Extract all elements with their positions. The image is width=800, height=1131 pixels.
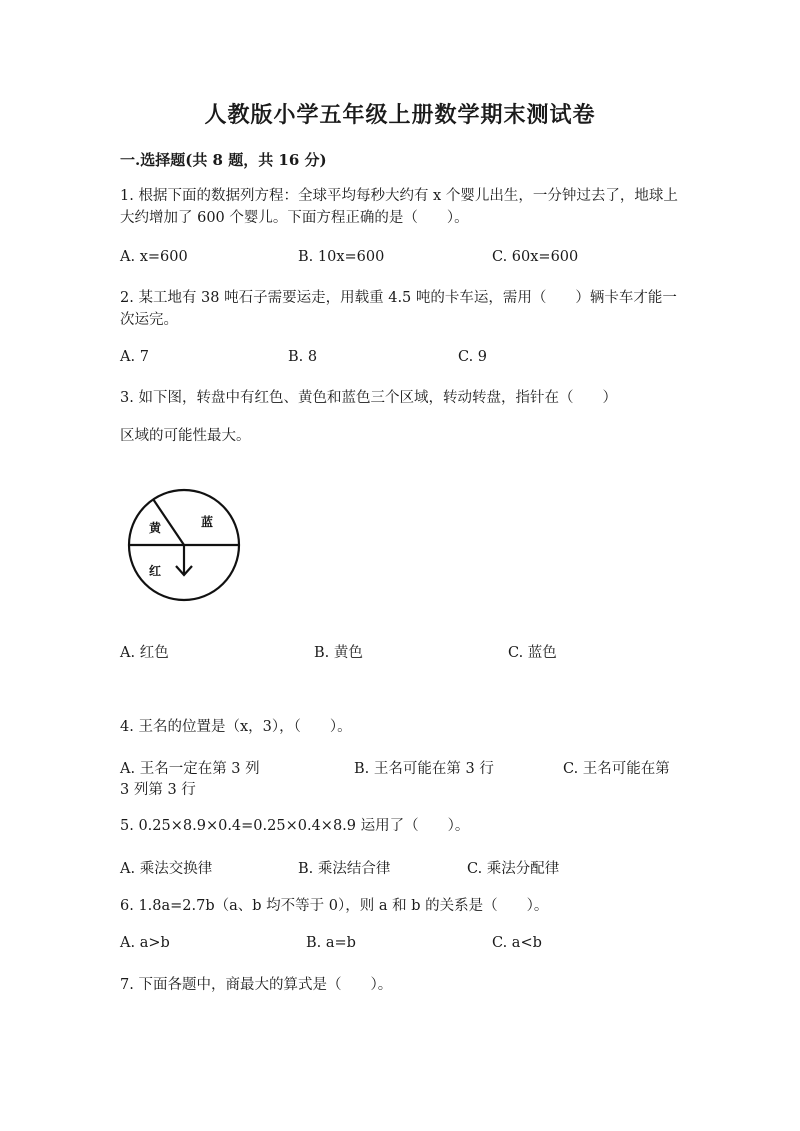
question-2-option-c[interactable]: C. 9	[458, 349, 488, 365]
question-4-option-c-continued: 3 列第 3 行	[120, 782, 196, 798]
question-5-option-c[interactable]: C. 乘法分配律	[467, 861, 560, 877]
question-6-option-c[interactable]: C. a<b	[492, 935, 542, 951]
question-3-text-line1: 3. 如下图，转盘中有红色、黄色和蓝色三个区域，转动转盘，指针在（ ）	[120, 390, 617, 406]
question-5-text: 5. 0.25×8.9×0.4=0.25×0.4×8.9 运用了（ ）。	[120, 818, 470, 834]
question-3-option-c[interactable]: C. 蓝色	[508, 645, 557, 661]
question-6-text: 6. 1.8a=2.7b（a、b 均不等于 0），则 a 和 b 的关系是（ ）。	[120, 898, 549, 914]
question-1-option-a[interactable]: A. x=600	[120, 249, 188, 265]
question-1-text: 1. 根据下面的数据列方程：全球平均每秒大约有 x 个婴儿出生，一分钟过去了，地球上大约增加了 600 个婴儿。下面方程正确的是（ ）。	[120, 188, 678, 226]
spinner-label-yellow: 黄	[149, 521, 162, 535]
question-1-option-c[interactable]: C. 60x=600	[492, 249, 579, 265]
spinner-label-red: 红	[149, 564, 162, 578]
exam-title: 人教版小学五年级上册数学期末测试卷	[204, 102, 596, 128]
section-heading: 一.选择题(共 8 题，共 16 分)	[120, 151, 327, 169]
question-5-option-a[interactable]: A. 乘法交换律	[120, 861, 213, 877]
question-6-option-b[interactable]: B. a=b	[306, 935, 356, 951]
question-4-option-a[interactable]: A. 王名一定在第 3 列	[120, 761, 260, 777]
question-3-text-line2: 区域的可能性最大。	[120, 428, 251, 444]
spinner-figure	[127, 488, 241, 602]
spinner-label-blue: 蓝	[201, 515, 214, 529]
question-6-option-a[interactable]: A. a>b	[120, 935, 170, 951]
question-7-text: 7. 下面各题中，商最大的算式是（ ）。	[120, 977, 393, 993]
question-3-option-b[interactable]: B. 黄色	[314, 645, 363, 661]
question-5-option-b[interactable]: B. 乘法结合律	[298, 861, 391, 877]
question-3-option-a[interactable]: A. 红色	[120, 645, 169, 661]
question-2-option-a[interactable]: A. 7	[120, 349, 149, 365]
question-1-option-b[interactable]: B. 10x=600	[298, 249, 385, 265]
question-4-text: 4. 王名的位置是（x，3），（ ）。	[120, 719, 352, 735]
question-2-text: 2. 某工地有 38 吨石子需要运走，用载重 4.5 吨的卡车运，需用（ ）辆卡车才能一次运完。	[120, 290, 677, 328]
question-2-option-b[interactable]: B. 8	[288, 349, 318, 365]
question-4-option-c[interactable]: C. 王名可能在第	[563, 761, 670, 777]
question-4-option-b[interactable]: B. 王名可能在第 3 行	[354, 761, 494, 777]
